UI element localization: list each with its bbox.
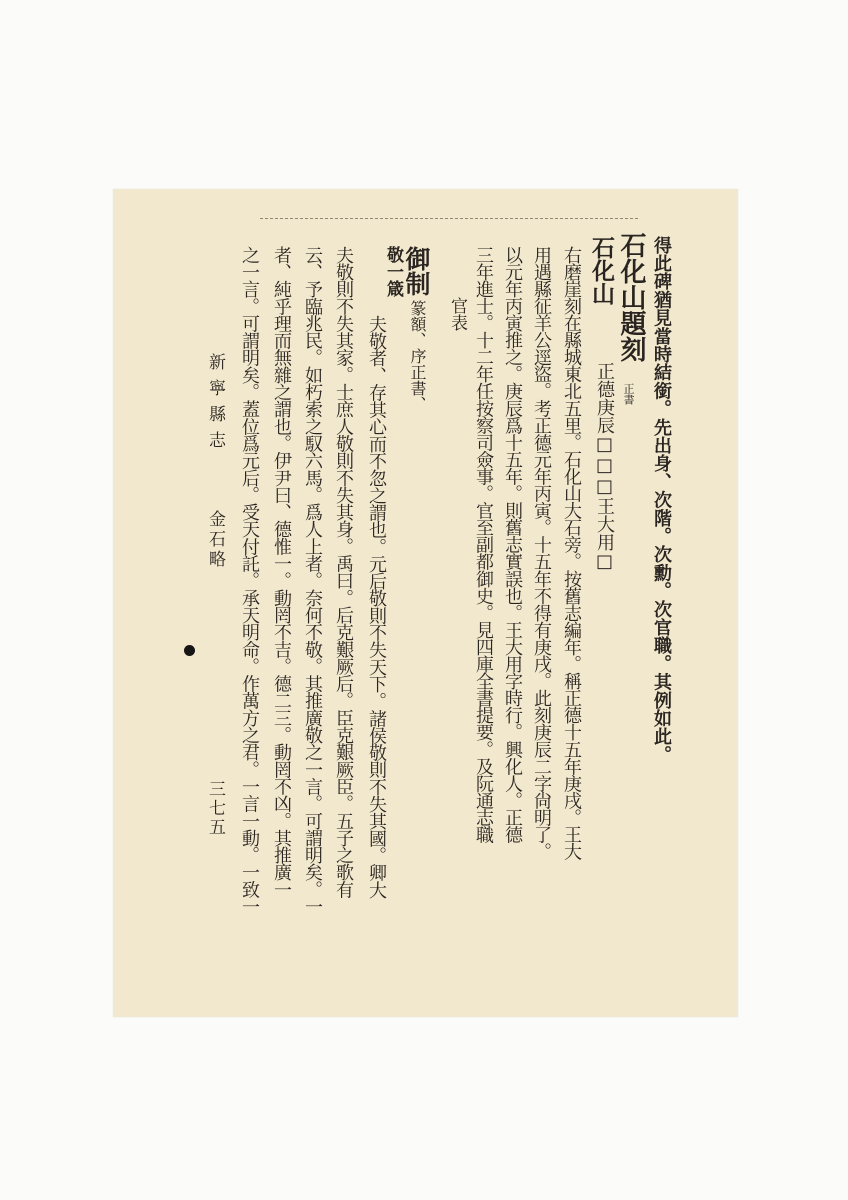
text-column-16: 云、予臨兆民。如朽索之馭六馬。爲人上者。奈何不敬。其推廣敬之一言。可謂明矣。一: [302, 246, 323, 915]
inscription-title: 石化山題刻: [616, 232, 646, 362]
book-title: 新寧縣志: [205, 353, 225, 457]
script-type-note: 正書: [622, 383, 635, 405]
imperial-note: 篆額、序正書、: [408, 300, 427, 412]
text-column-9: 三年進士。十二年任按察司僉事。官至副都御史。見四庫全書提要。及阮通志職: [473, 246, 494, 843]
admonition-title: 敬一箴: [383, 246, 403, 297]
page-number: 三七五: [205, 780, 225, 837]
text-column-18: 之一言。可謂明矣。蓋位爲元后。受天付託。承天明命。作萬方之君。一言一動。一致一: [239, 246, 260, 915]
section-title: 金石略: [205, 510, 225, 570]
inscription-heading: 石化山: [588, 236, 615, 305]
text-column-10: 官表: [447, 297, 467, 331]
text-column-17: 者、純乎理而無雜之謂也。伊尹曰、德惟一。動罔不吉。德二三。動罔不凶。其推廣一: [271, 246, 292, 898]
text-column-14: 夫敬者、存其心而不忽之謂也。元后敬則不失天下。諸侯敬則不失其國。卿大: [366, 315, 387, 899]
text-column-6: 右磨崖刻在縣城東北五里。石化山大石旁。按舊志編年。稱正德十五年庚戌。王大: [561, 246, 582, 860]
binding-hole: [184, 645, 195, 656]
text-column-7: 用遇縣征羊公逕盜。考正德元年丙寅。十五年不得有庚戌。此刻庚辰二字尙明了。: [531, 246, 552, 860]
top-rule: [260, 218, 638, 219]
text-column-1: 得此碑猶見當時結銜。先出身、次階。次勳。次官職。其例如此。: [651, 236, 672, 764]
text-column-15: 夫敬則不失其家。士庶人敬則不失其身。禹曰。后克艱厥后。臣克艱厥臣。五子之歌有: [333, 246, 354, 898]
text-column-8: 以元年丙寅推之。庚辰爲十五年。則舊志實誤也。王大用字時行。興化人。正德: [502, 246, 523, 843]
inscription-text: 正德庚辰□□□王大用□: [594, 362, 615, 572]
imperial-heading: 御制: [402, 246, 431, 296]
